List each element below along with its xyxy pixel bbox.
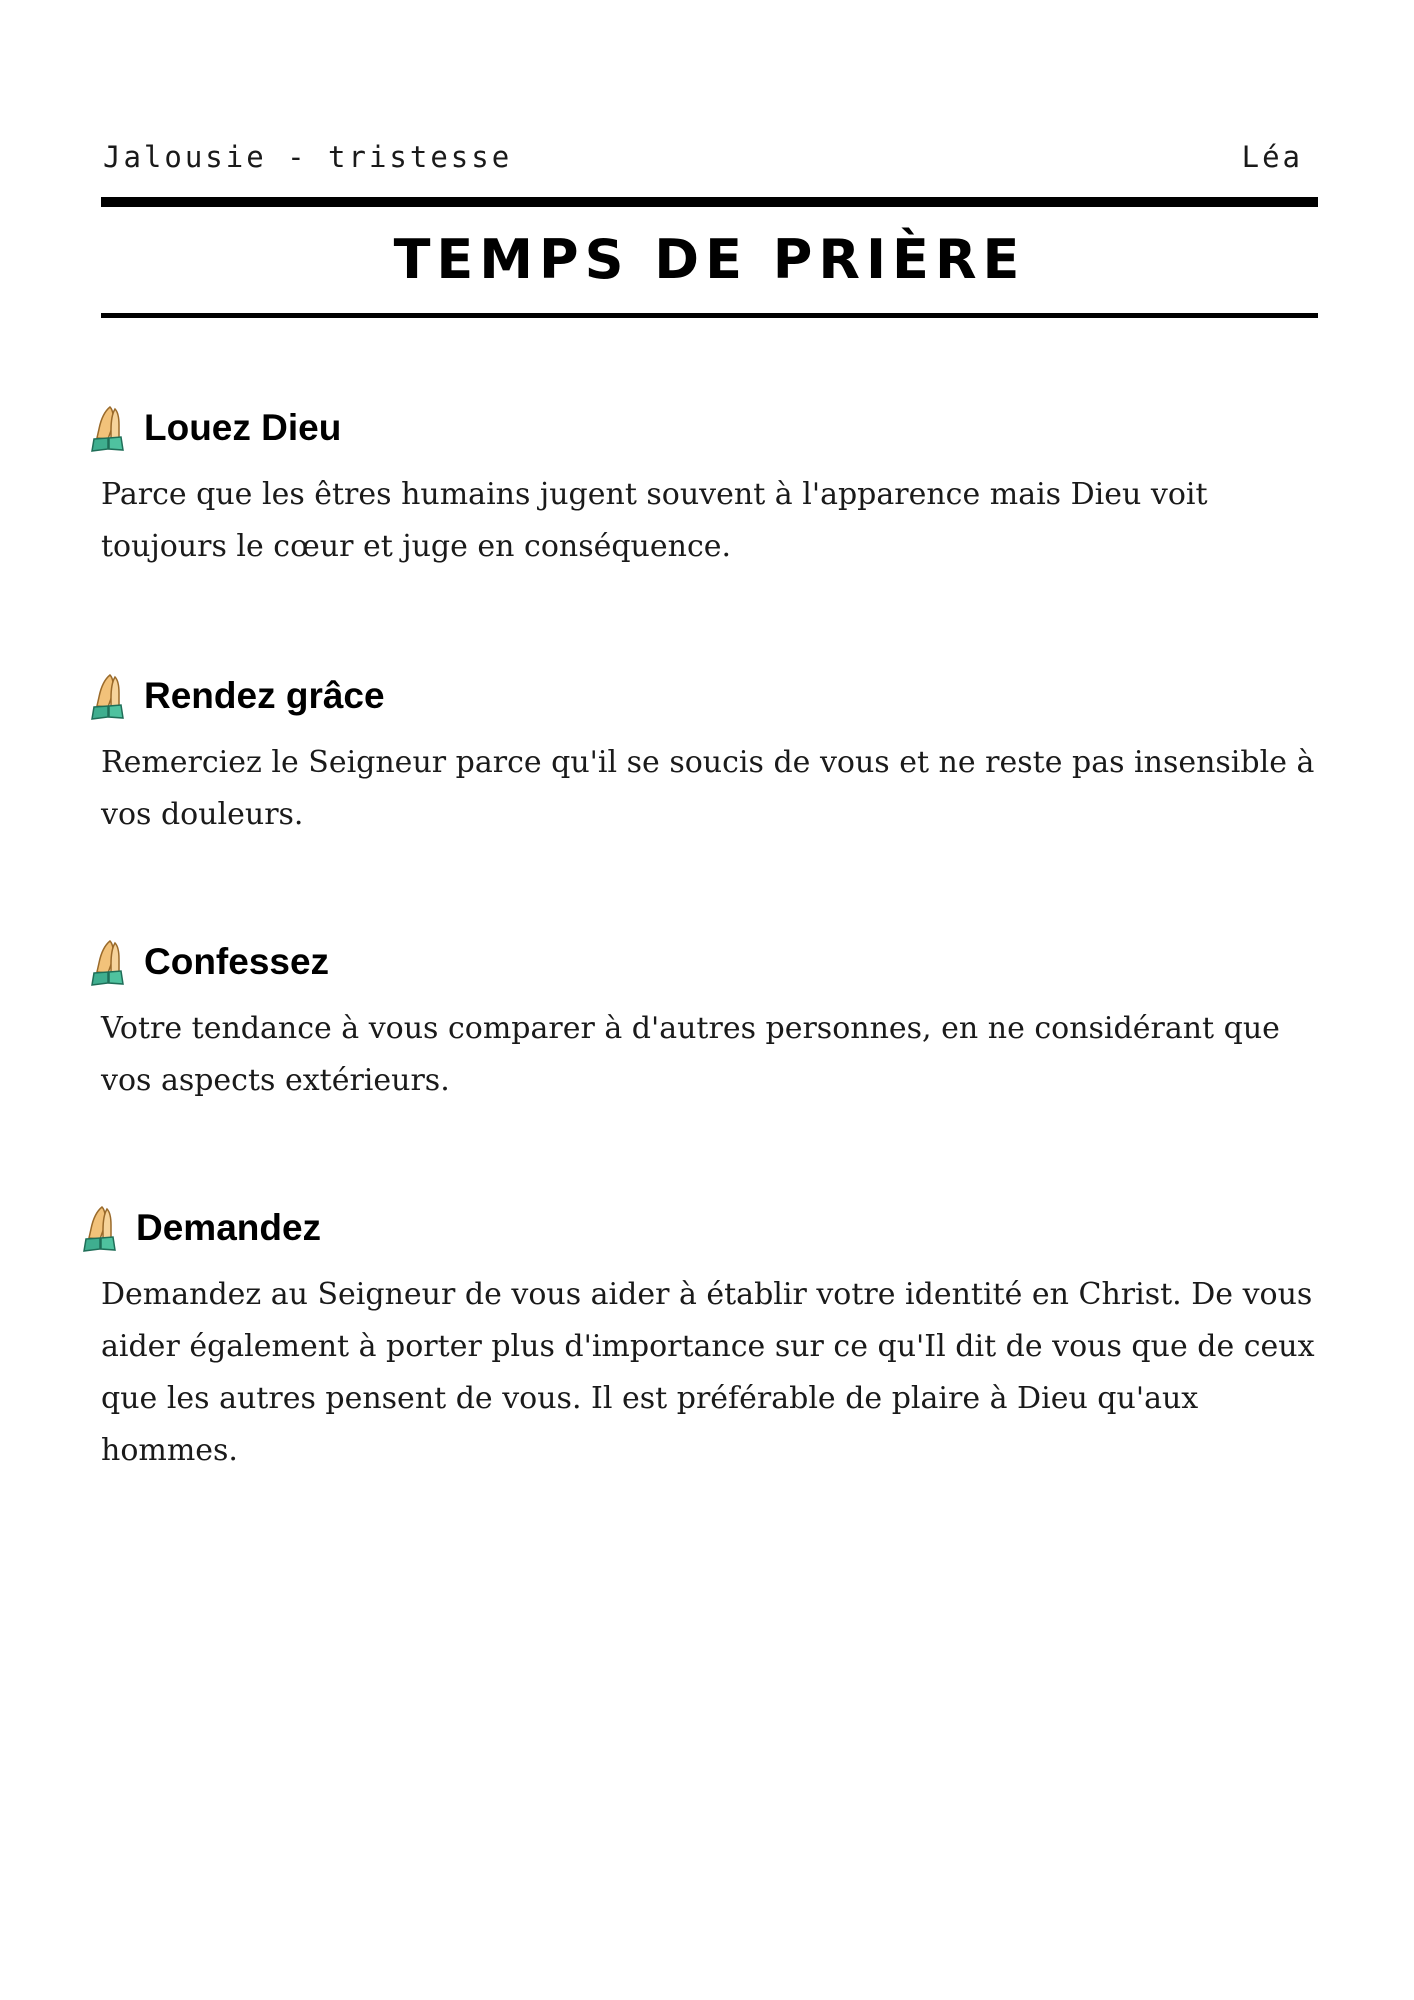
section-header [88,673,1328,725]
section-confessez [88,939,1328,1107]
top-divider [101,197,1318,207]
section-title: Confessez [144,941,330,982]
section-title: Demandez [136,1207,322,1248]
page-title: TEMPS DE PRIÈRE [393,228,1026,291]
section-header [80,1205,1320,1257]
praying-hands-icon [80,1205,120,1253]
section-title: Louez Dieu [144,407,342,448]
praying-hands-icon [88,405,128,453]
section-title: Rendez grâce [144,675,385,716]
section-body: Parce que les êtres humains jugent souvent à l'apparence mais Dieu voit toujours le cœur et juge en conséquence. [101,477,1208,564]
title-divider [101,313,1318,318]
praying-hands-icon [88,673,128,721]
topic-label: Jalousie - tristesse [103,140,513,174]
section-demandez [80,1205,1320,1477]
section-body: Votre tendance à vous comparer à d'autres personnes, en ne considérant que vos aspects extérieurs. [101,1011,1280,1098]
section-header [88,405,1328,457]
section-body: Demandez au Seigneur de vous aider à établir votre identité en Christ. De vous aider également à porter plus d'importance sur ce qu'Il dit de vous que de ceux que les autres pensent de vous. Il est préférable de plaire à Dieu qu'aux hommes. [101,1277,1315,1468]
praying-hands-icon [88,939,128,987]
section-louez-dieu [88,405,1328,573]
author-label: Léa [1241,140,1303,174]
section-rendez-grace [88,673,1328,841]
section-header [88,939,1328,991]
section-body: Remerciez le Seigneur parce qu'il se soucis de vous et ne reste pas insensible à vos douleurs. [101,745,1315,832]
